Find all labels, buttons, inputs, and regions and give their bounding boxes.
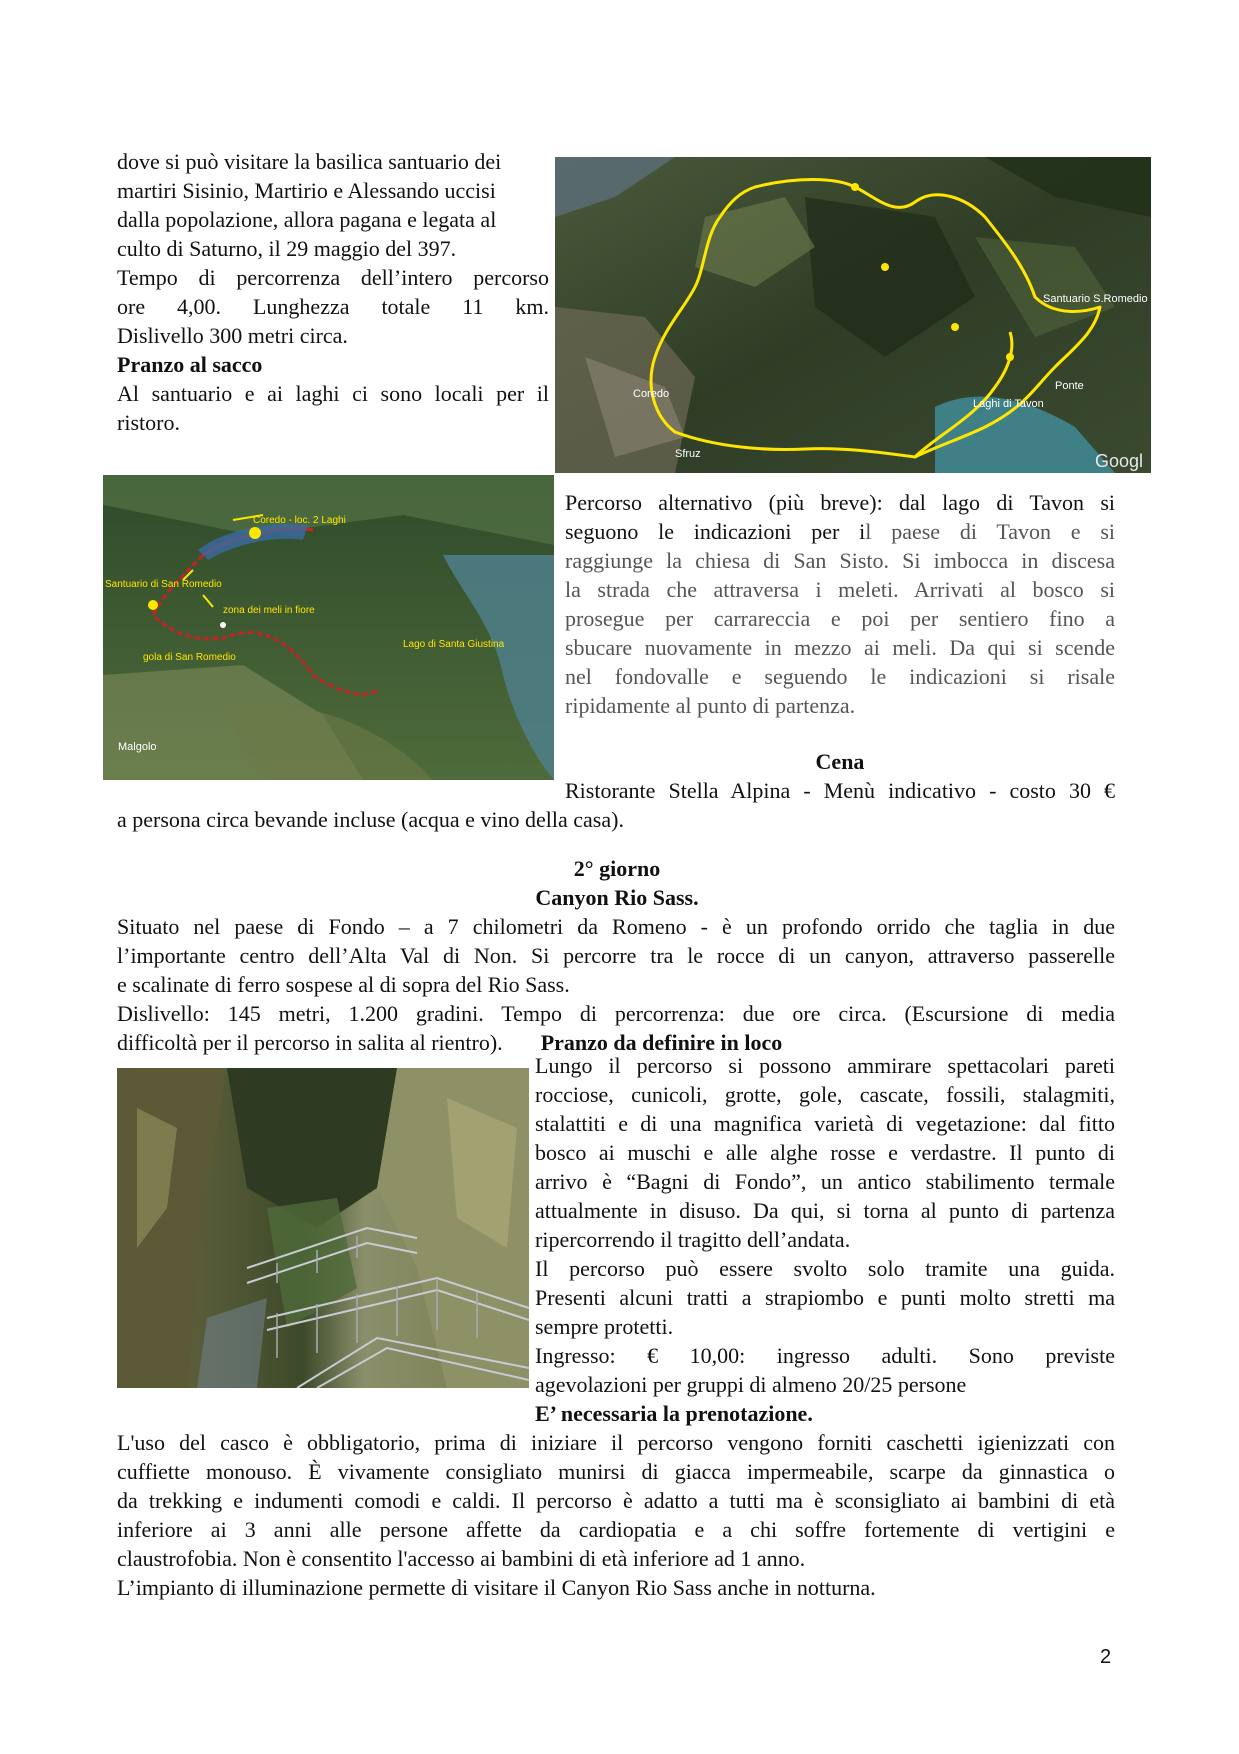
alt-route-line1: Percorso alternativo (più breve): dal lago di Tavon si — [565, 490, 1115, 515]
canyon-line: Il percorso può essere svolto solo tramite una guida. — [535, 1256, 1115, 1281]
day2-line5: difficoltà per il percorso in salita al rientro). — [117, 1030, 503, 1055]
day2-line: e scalinate di ferro sospese al di sopra del Rio Sass. — [117, 972, 570, 997]
canyon-line: Lungo il percorso si possono ammirare spettacolari pareti — [535, 1053, 1115, 1078]
map2-label: Coredo - loc. 2 Laghi — [253, 515, 346, 526]
intro-line: ristoro. — [117, 410, 180, 435]
day2-line: Dislivello: 145 metri, 1.200 gradini. Tempo di percorrenza: due ore circa. (Escursione di media — [117, 1001, 1115, 1026]
alt-route-line2b: l paese di Tavon e si — [865, 519, 1115, 544]
map1-label: Laghi di Tavon — [973, 398, 1044, 410]
intro-line: dalla popolazione, allora pagana e legata al — [117, 207, 497, 232]
day2-line: Situato nel paese di Fondo – a 7 chilometri da Romeno - è un profondo orrido che taglia in due — [117, 914, 1115, 939]
intro-line: culto di Saturno, il 29 maggio del 397. — [117, 236, 457, 261]
map2-label: zona dei meli in fiore — [223, 605, 315, 616]
rules-line: da trekking e indumenti comodi e caldi. Il percorso è adatto a tutti ma è sconsigliato ai bambini di età — [117, 1488, 1115, 1513]
day2-text — [117, 912, 1115, 1057]
alt-route-line: nel fondovalle e seguendo le indicazioni si risale — [565, 664, 1115, 689]
intro-line: dove si può visitare la basilica santuario dei — [117, 149, 502, 174]
rules-line: cuffiette monouso. È vivamente consigliato munirsi di giacca impermeabile, scarpe da ginnastica o — [117, 1459, 1115, 1484]
day2-line: l’importante centro dell’Alta Val di Non. Si percorre tra le rocce di un canyon, attraverso passerelle — [117, 943, 1115, 968]
alt-route-line: raggiunge la chiesa di San Sisto. Si imbocca in discesa — [565, 548, 1115, 573]
alt-route-line2a: seguono le indicazioni per i — [565, 519, 866, 544]
canyon-line: Presenti alcuni tratti a strapiombo e punti molto stretti ma — [535, 1285, 1115, 1310]
alt-route-line: la strada che attraversa i meleti. Arrivati al bosco si — [565, 577, 1115, 602]
map1-label: Ponte — [1055, 380, 1084, 392]
map1-label: Coredo — [633, 388, 670, 400]
route-satellite-map — [555, 157, 1151, 473]
canyon-line: bosco ai muschi e alle alghe rosse e verdastre. Il punto di — [535, 1140, 1115, 1165]
intro-line: Tempo di percorrenza dell’intero percorso — [117, 265, 549, 290]
alt-route-line — [565, 517, 1115, 546]
rules-line: L'uso del casco è obbligatorio, prima di iniziare il percorso vengono forniti caschetti igienizzati con — [117, 1430, 1115, 1455]
day2-subheading: Canyon Rio Sass. — [535, 885, 699, 910]
canyon-line: rocciose, cunicoli, grotte, gole, cascate, fossili, stalagmiti, — [535, 1082, 1115, 1107]
map2-label: Lago di Santa Giustina — [403, 639, 505, 650]
canyon-photo — [117, 1068, 529, 1388]
booking-required: E’ necessaria la prenotazione. — [535, 1401, 813, 1426]
route-3d-map — [103, 475, 554, 780]
rules-line: claustrofobia. Non è consentito l'accesso ai bambini di età inferiore ad 1 anno. — [117, 1546, 806, 1571]
dinner-line: Ristorante Stella Alpina - Menù indicativo - costo 30 € — [565, 778, 1115, 803]
alt-route-line — [565, 488, 1115, 517]
map2-label: Malgolo — [118, 741, 157, 753]
day2-heading: 2° giorno — [573, 856, 661, 881]
intro-text — [117, 147, 549, 437]
page-number: 2 — [1100, 1646, 1112, 1668]
day2-lunch: Pranzo da definire in loco — [540, 1030, 783, 1055]
canyon-line: agevolazioni per gruppi di almeno 20/25 persone — [535, 1372, 967, 1397]
alt-route-line: sbucare nuovamente in mezzo ai meli. Da qui si scende — [565, 635, 1115, 660]
lunch-heading: Pranzo al sacco — [117, 352, 263, 377]
intro-line: ore 4,00. Lunghezza totale 11 km. — [117, 294, 549, 319]
dinner-heading: Cena — [815, 749, 865, 774]
rules-line: inferiore ai 3 anni alle persone affette da cardiopatia e a chi soffre fortemente di vertigini e — [117, 1517, 1115, 1542]
map1-label: Sfruz — [675, 448, 701, 460]
canyon-line: Ingresso: € 10,00: ingresso adulti. Sono previste — [535, 1343, 1115, 1368]
map2-label: Santuario di San Romedio — [105, 579, 222, 590]
canyon-line: sempre protetti. — [535, 1314, 674, 1339]
alt-route-line: prosegue per carrareccia e poi per sentiero fino a — [565, 606, 1115, 631]
canyon-line: ripercorrendo il tragitto dell’andata. — [535, 1227, 851, 1252]
intro-line: Al santuario e ai laghi ci sono locali per il — [117, 381, 549, 406]
canyon-text — [535, 1051, 1115, 1428]
canyon-line: arrivo è “Bagni di Fondo”, un antico stabilimento termale — [535, 1169, 1115, 1194]
intro-line: Dislivello 300 metri circa. — [117, 323, 348, 348]
alt-route-line: ripidamente al punto di partenza. — [565, 693, 856, 718]
google-watermark: Googl — [1095, 451, 1144, 471]
intro-line: martiri Sisinio, Martirio e Alessando uccisi — [117, 178, 496, 203]
dinner-line: a persona circa bevande incluse (acqua e vino della casa). — [117, 807, 624, 832]
canyon-line: attualmente in disuso. Da qui, si torna al punto di partenza — [535, 1198, 1115, 1223]
rules-text — [117, 1428, 1115, 1602]
rules-line: L’impianto di illuminazione permette di visitare il Canyon Rio Sass anche in notturna. — [117, 1575, 876, 1600]
map2-label: gola di San Romedio — [143, 652, 236, 663]
canyon-line: stalattiti e di una magnifica varietà di vegetazione: dal fitto — [535, 1111, 1115, 1136]
map1-label: Santuario S.Romedio — [1043, 293, 1148, 305]
alt-route-text — [565, 488, 1115, 720]
